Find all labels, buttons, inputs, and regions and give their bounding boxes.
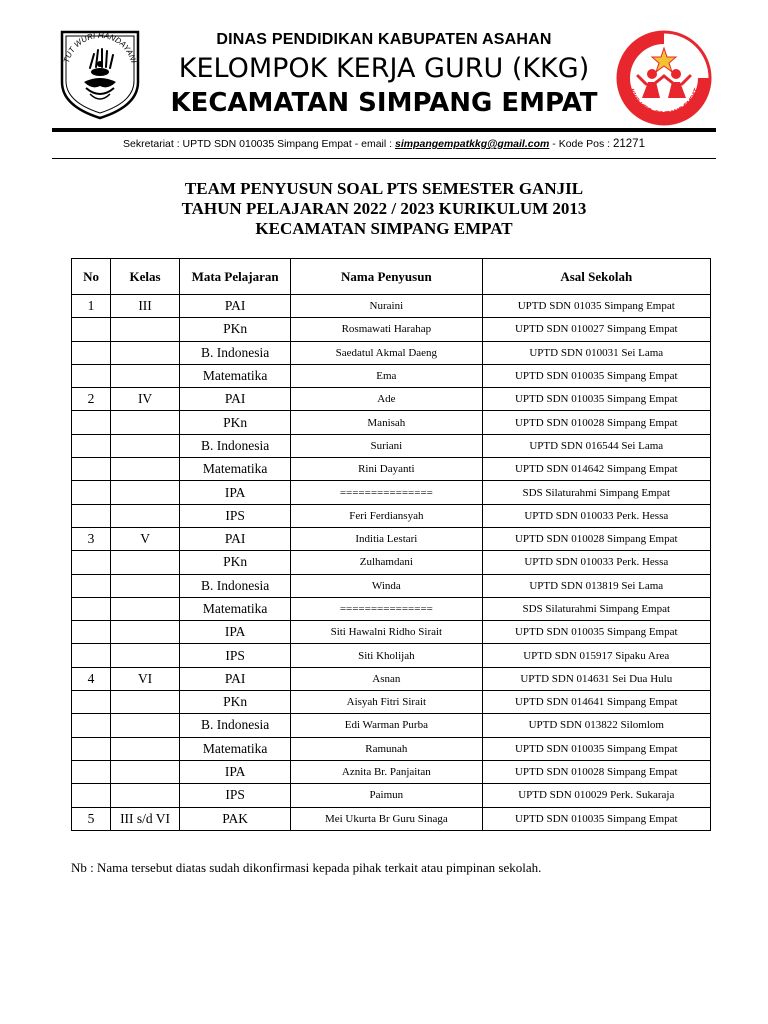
cell-mata-pelajaran: IPA	[180, 621, 291, 644]
cell-asal-sekolah: UPTD SDN 010035 Simpang Empat	[482, 807, 710, 830]
table-row	[72, 667, 711, 690]
cell-no	[72, 481, 111, 504]
cell-no	[72, 364, 111, 387]
cell-asal-sekolah: UPTD SDN 010035 Simpang Empat	[482, 737, 710, 760]
document-title-line-1: TEAM PENYUSUN SOAL PTS SEMESTER GANJIL	[184, 179, 584, 198]
cell-kelas	[111, 574, 180, 597]
table-row	[72, 411, 711, 434]
document-title-line-2: TAHUN PELAJARAN 2022 / 2023 KURIKULUM 2013	[181, 199, 587, 218]
table-header-row	[72, 259, 711, 295]
document-title-line-3: KECAMATAN SIMPANG EMPAT	[255, 219, 513, 238]
cell-kelas: VI	[111, 667, 180, 690]
cell-asal-sekolah: UPTD SDN 013819 Sei Lama	[482, 574, 710, 597]
postal-code: 21271	[612, 138, 645, 150]
cell-kelas	[111, 644, 180, 667]
cell-nama-penyusun: Paimun	[291, 784, 482, 807]
cell-no	[72, 621, 111, 644]
header-divider-thick	[52, 128, 716, 132]
cell-mata-pelajaran: IPS	[180, 784, 291, 807]
cell-kelas: IV	[111, 388, 180, 411]
cell-mata-pelajaran: PKn	[180, 551, 291, 574]
table-row	[72, 364, 711, 387]
cell-kelas	[111, 318, 180, 341]
letterhead	[0, 0, 768, 160]
header-divider-thin	[52, 158, 716, 159]
cell-kelas	[111, 504, 180, 527]
cell-no	[72, 504, 111, 527]
cell-asal-sekolah: UPTD SDN 010033 Perk. Hessa	[482, 504, 710, 527]
cell-mata-pelajaran: PKn	[180, 691, 291, 714]
cell-kelas	[111, 411, 180, 434]
cell-mata-pelajaran: B. Indonesia	[180, 574, 291, 597]
cell-no: 5	[72, 807, 111, 830]
cell-asal-sekolah: UPTD SDN 014642 Simpang Empat	[482, 458, 710, 481]
cell-no	[72, 551, 111, 574]
table-row	[72, 737, 711, 760]
cell-asal-sekolah: UPTD SDN 010028 Simpang Empat	[482, 411, 710, 434]
cell-nama-penyusun: Siti Kholijah	[291, 644, 482, 667]
kkg-logo	[612, 26, 716, 130]
cell-kelas	[111, 784, 180, 807]
cell-kelas	[111, 621, 180, 644]
cell-nama-penyusun: Aisyah Fitri Sirait	[291, 691, 482, 714]
cell-mata-pelajaran: PAI	[180, 295, 291, 318]
cell-nama-penyusun: Feri Ferdiansyah	[291, 504, 482, 527]
cell-asal-sekolah: UPTD SDN 010027 Simpang Empat	[482, 318, 710, 341]
cell-nama-penyusun: Nuraini	[291, 295, 482, 318]
cell-no	[72, 691, 111, 714]
col-header-mata-pelajaran: Mata Pelajaran	[180, 259, 291, 295]
cell-nama-penyusun: Manisah	[291, 411, 482, 434]
cell-mata-pelajaran: B. Indonesia	[180, 341, 291, 364]
cell-no	[72, 737, 111, 760]
table-row	[72, 318, 711, 341]
cell-nama-penyusun: Mei Ukurta Br Guru Sinaga	[291, 807, 482, 830]
cell-mata-pelajaran: B. Indonesia	[180, 714, 291, 737]
cell-asal-sekolah: UPTD SDN 01035 Simpang Empat	[482, 295, 710, 318]
cell-no	[72, 760, 111, 783]
cell-kelas	[111, 341, 180, 364]
cell-mata-pelajaran: IPA	[180, 760, 291, 783]
cell-kelas: III s/d VI	[111, 807, 180, 830]
cell-kelas	[111, 481, 180, 504]
cell-kelas	[111, 364, 180, 387]
district-name: KECAMATAN SIMPANG EMPAT	[170, 88, 598, 118]
table-row	[72, 691, 711, 714]
tut-wuri-handayani-logo	[50, 20, 150, 120]
cell-no	[72, 574, 111, 597]
cell-kelas	[111, 714, 180, 737]
table-row	[72, 551, 711, 574]
cell-mata-pelajaran: Matematika	[180, 458, 291, 481]
cell-asal-sekolah: SDS Silaturahmi Simpang Empat	[482, 481, 710, 504]
cell-mata-pelajaran: IPA	[180, 481, 291, 504]
cell-no: 4	[72, 667, 111, 690]
cell-asal-sekolah: UPTD SDN 010033 Perk. Hessa	[482, 551, 710, 574]
cell-asal-sekolah: UPTD SDN 010028 Simpang Empat	[482, 760, 710, 783]
cell-nama-penyusun: Inditia Lestari	[291, 527, 482, 550]
cell-no	[72, 341, 111, 364]
cell-mata-pelajaran: PKn	[180, 318, 291, 341]
cell-nama-penyusun: Aznita Br. Panjaitan	[291, 760, 482, 783]
cell-kelas	[111, 760, 180, 783]
cell-no: 2	[72, 388, 111, 411]
col-header-kelas: Kelas	[111, 259, 180, 295]
cell-asal-sekolah: UPTD SDN 010031 Sei Lama	[482, 341, 710, 364]
table-row	[72, 481, 711, 504]
cell-mata-pelajaran: PAI	[180, 527, 291, 550]
cell-asal-sekolah: UPTD SDN 010028 Simpang Empat	[482, 527, 710, 550]
cell-kelas	[111, 737, 180, 760]
cell-asal-sekolah: UPTD SDN 010035 Simpang Empat	[482, 364, 710, 387]
cell-kelas: III	[111, 295, 180, 318]
cell-nama-penyusun: Edi Warman Purba	[291, 714, 482, 737]
cell-no: 1	[72, 295, 111, 318]
secretariat-line	[52, 138, 716, 150]
table-row	[72, 388, 711, 411]
cell-asal-sekolah: UPTD SDN 014641 Simpang Empat	[482, 691, 710, 714]
table-row	[72, 784, 711, 807]
cell-nama-penyusun: ===============	[291, 597, 482, 620]
cell-kelas: V	[111, 527, 180, 550]
table-row	[72, 434, 711, 457]
cell-no	[72, 784, 111, 807]
cell-mata-pelajaran: Matematika	[180, 737, 291, 760]
cell-nama-penyusun: Zulhamdani	[291, 551, 482, 574]
agency-name: DINAS PENDIDIKAN KABUPATEN ASAHAN	[216, 31, 552, 48]
cell-no	[72, 597, 111, 620]
cell-asal-sekolah: UPTD SDN 013822 Silomlom	[482, 714, 710, 737]
table-row	[72, 714, 711, 737]
cell-no	[72, 318, 111, 341]
cell-mata-pelajaran: IPS	[180, 644, 291, 667]
cell-nama-penyusun: Rosmawati Harahap	[291, 318, 482, 341]
table-row	[72, 504, 711, 527]
organization-name: KELOMPOK KERJA GURU (KKG)	[178, 53, 590, 84]
cell-mata-pelajaran: Matematika	[180, 597, 291, 620]
table-row	[72, 807, 711, 830]
cell-nama-penyusun: Ramunah	[291, 737, 482, 760]
cell-mata-pelajaran: PAK	[180, 807, 291, 830]
cell-asal-sekolah: UPTD SDN 010035 Simpang Empat	[482, 621, 710, 644]
cell-nama-penyusun: Asnan	[291, 667, 482, 690]
table-row	[72, 621, 711, 644]
cell-mata-pelajaran: IPS	[180, 504, 291, 527]
table-row	[72, 458, 711, 481]
cell-mata-pelajaran: Matematika	[180, 364, 291, 387]
cell-no	[72, 714, 111, 737]
cell-nama-penyusun: Suriani	[291, 434, 482, 457]
cell-nama-penyusun: Saedatul Akmal Daeng	[291, 341, 482, 364]
footnote: Nb : Nama tersebut diatas sudah dikonfirmasi kepada pihak terkait atau pimpinan sekolah.	[71, 860, 542, 875]
cell-asal-sekolah: UPTD SDN 015917 Sipaku Area	[482, 644, 710, 667]
cell-asal-sekolah: UPTD SDN 010029 Perk. Sukaraja	[482, 784, 710, 807]
cell-kelas	[111, 551, 180, 574]
logo-motto-text: TUT WURI HANDAYANI	[61, 30, 139, 64]
cell-asal-sekolah: UPTD SDN 010035 Simpang Empat	[482, 388, 710, 411]
cell-kelas	[111, 691, 180, 714]
cell-nama-penyusun: Rini Dayanti	[291, 458, 482, 481]
logo-org-text: KKG KEC. SIMPANG EMPAT	[627, 87, 701, 119]
table-row	[72, 574, 711, 597]
col-header-asal-sekolah: Asal Sekolah	[482, 259, 710, 295]
cell-asal-sekolah: UPTD SDN 016544 Sei Lama	[482, 434, 710, 457]
cell-mata-pelajaran: PAI	[180, 388, 291, 411]
table-row	[72, 527, 711, 550]
cell-nama-penyusun: Siti Hawalni Ridho Sirait	[291, 621, 482, 644]
cell-nama-penyusun: ===============	[291, 481, 482, 504]
cell-asal-sekolah: SDS Silaturahmi Simpang Empat	[482, 597, 710, 620]
cell-no	[72, 434, 111, 457]
cell-nama-penyusun: Winda	[291, 574, 482, 597]
cell-no: 3	[72, 527, 111, 550]
email-link[interactable]: simpangempatkkg@gmail.com	[394, 138, 550, 150]
col-header-no: No	[72, 259, 111, 295]
cell-nama-penyusun: Ema	[291, 364, 482, 387]
table-row	[72, 341, 711, 364]
cell-kelas	[111, 434, 180, 457]
table-row	[72, 644, 711, 667]
cell-mata-pelajaran: PKn	[180, 411, 291, 434]
compiler-team-table	[71, 258, 711, 831]
cell-no	[72, 644, 111, 667]
cell-mata-pelajaran: PAI	[180, 667, 291, 690]
table-row	[72, 597, 711, 620]
postal-label: - Kode Pos :	[549, 138, 613, 150]
cell-kelas	[111, 597, 180, 620]
cell-kelas	[111, 458, 180, 481]
cell-no	[72, 458, 111, 481]
cell-mata-pelajaran: B. Indonesia	[180, 434, 291, 457]
cell-nama-penyusun: Ade	[291, 388, 482, 411]
table-row	[72, 295, 711, 318]
cell-asal-sekolah: UPTD SDN 014631 Sei Dua Hulu	[482, 667, 710, 690]
table-row	[72, 760, 711, 783]
cell-no	[72, 411, 111, 434]
secretariat-address: Sekretariat : UPTD SDN 010035 Simpang Empat - email :	[123, 138, 395, 150]
col-header-nama-penyusun: Nama Penyusun	[291, 259, 482, 295]
